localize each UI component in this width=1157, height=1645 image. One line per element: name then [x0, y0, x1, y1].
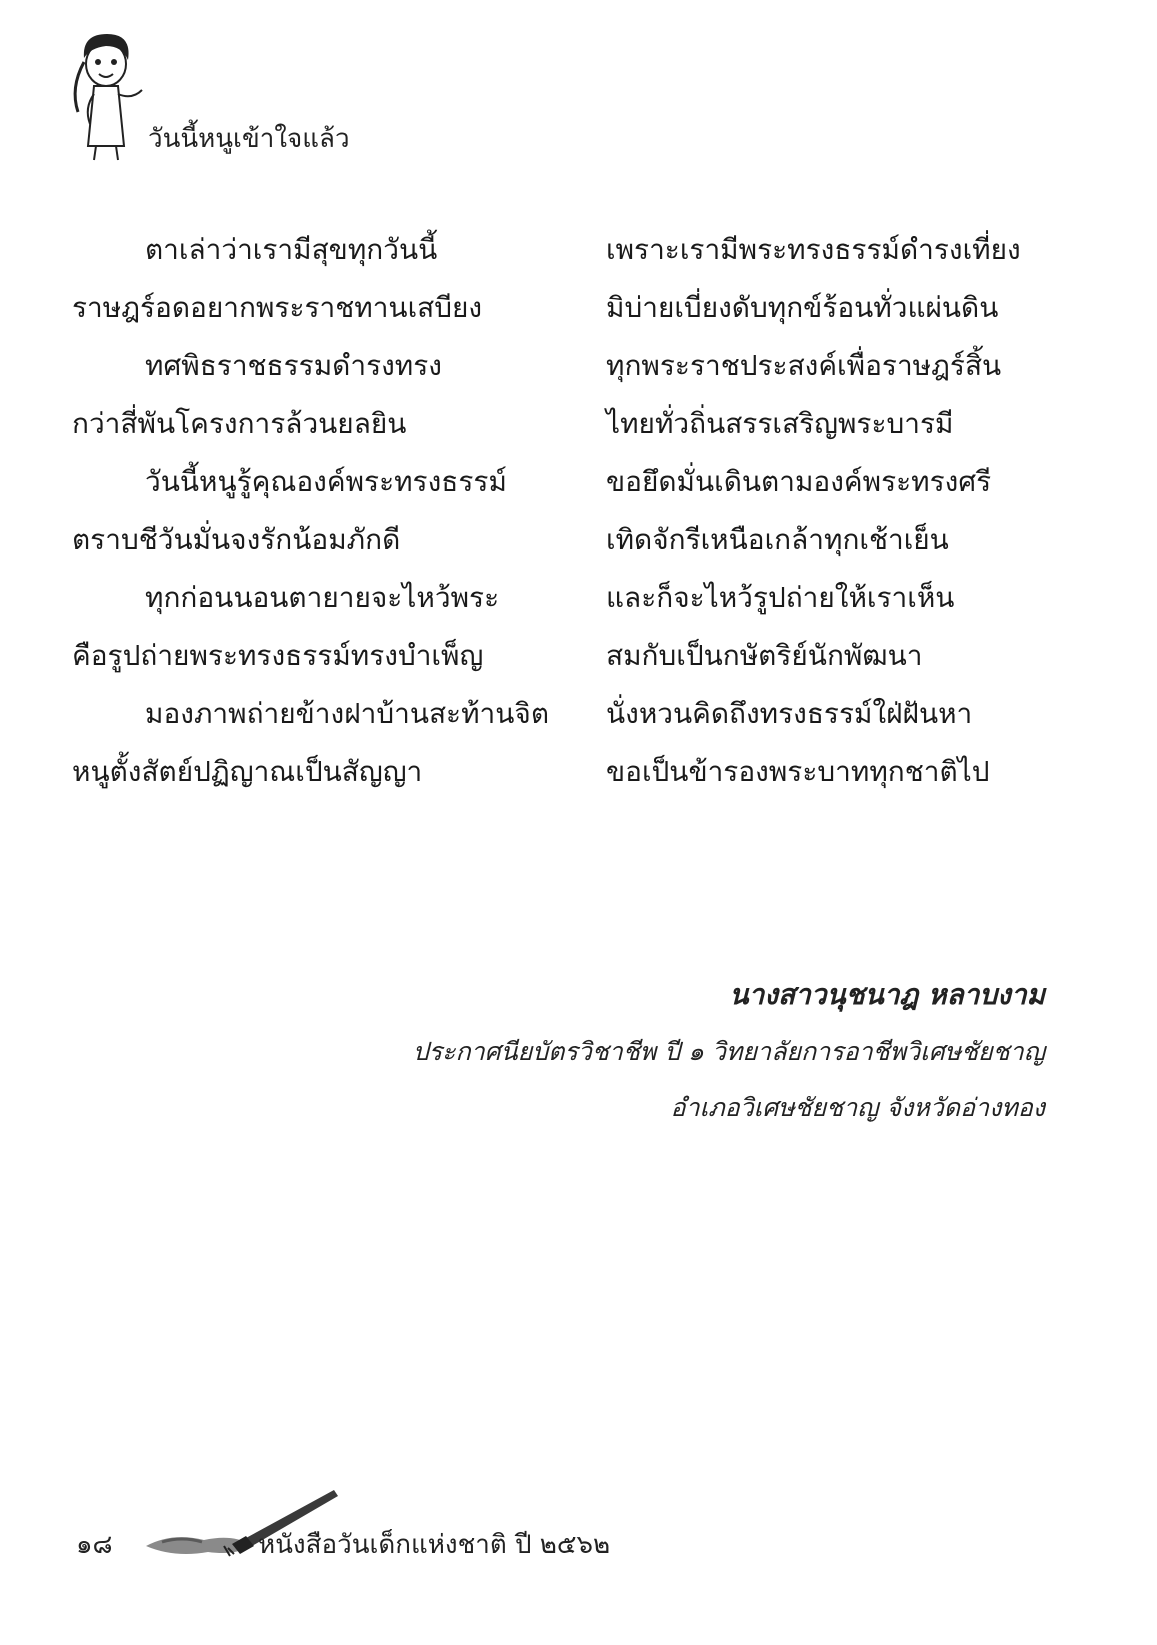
- poem-line: ตราบชีวันมั่นจงรักน้อมภักดี: [72, 523, 401, 556]
- poem-line: ขอเป็นข้ารองพระบาททุกชาติไป: [606, 755, 990, 788]
- poem-line: คือรูปถ่ายพระทรงธรรม์ทรงบำเพ็ญ: [72, 639, 484, 672]
- poem-line: ไทยทั่วถิ่นสรรเสริญพระบารมี: [606, 407, 954, 440]
- author-institution: ประกาศนียบัตรวิชาชีพ ปี ๑ วิทยาลัยการอาชีพวิเศษชัยชาญ: [412, 1037, 1045, 1066]
- poem-line: และก็จะไหว้รูปถ่ายให้เราเห็น: [606, 581, 955, 614]
- page-footer: [76, 1488, 776, 1558]
- header-title: วันนี้หนูเข้าใจแล้ว: [148, 124, 350, 154]
- poem-line: ทศพิธราชธรรมดำรงทรง: [145, 349, 442, 382]
- poem-line: มิบ่ายเบี่ยงดับทุกข์ร้อนทั่วแผ่นดิน: [606, 291, 999, 324]
- poem-line: นั่งหวนคิดถึงทรงธรรม์ใฝ่ฝันหา: [606, 697, 973, 730]
- poem-line: วันนี้หนูรู้คุณองค์พระทรงธรรม์: [145, 465, 507, 498]
- page-number: ๑๘: [76, 1530, 113, 1560]
- poem-line: ตาเล่าว่าเรามีสุขทุกวันนี้: [145, 233, 438, 266]
- poem-line: สมกับเป็นกษัตริย์นักพัฒนา: [606, 639, 923, 672]
- girl-mascot-icon: [62, 28, 152, 163]
- poem-line: เทิดจักรีเหนือเกล้าทุกเช้าเย็น: [606, 523, 949, 556]
- poem-line: ขอยึดมั่นเดินตามองค์พระทรงศรี: [606, 465, 992, 498]
- author-location: อำเภอวิเศษชัยชาญ จังหวัดอ่างทอง: [670, 1093, 1045, 1122]
- poem-line: เพราะเรามีพระทรงธรรม์ดำรงเที่ยง: [606, 233, 1021, 266]
- book-title: หนังสือวันเด็กแห่งชาติ ปี ๒๕๖๒: [258, 1530, 611, 1560]
- poem-line: กว่าสี่พันโครงการล้วนยลยิน: [72, 407, 407, 440]
- poem-line: ทุกพระราชประสงค์เพื่อราษฎร์สิ้น: [606, 349, 1002, 382]
- author-name: นางสาวนุชนาฎ หลาบงาม: [729, 978, 1045, 1011]
- page-header: [62, 28, 482, 163]
- poem-line: หนูตั้งสัตย์ปฏิญาณเป็นสัญญา: [72, 755, 423, 788]
- poem-line: ราษฎร์อดอยากพระราชทานเสบียง: [72, 291, 483, 324]
- poem-line: มองภาพถ่ายข้างฝาบ้านสะท้านจิต: [145, 697, 550, 730]
- poem-line: ทุกก่อนนอนตายายจะไหว้พระ: [145, 581, 500, 614]
